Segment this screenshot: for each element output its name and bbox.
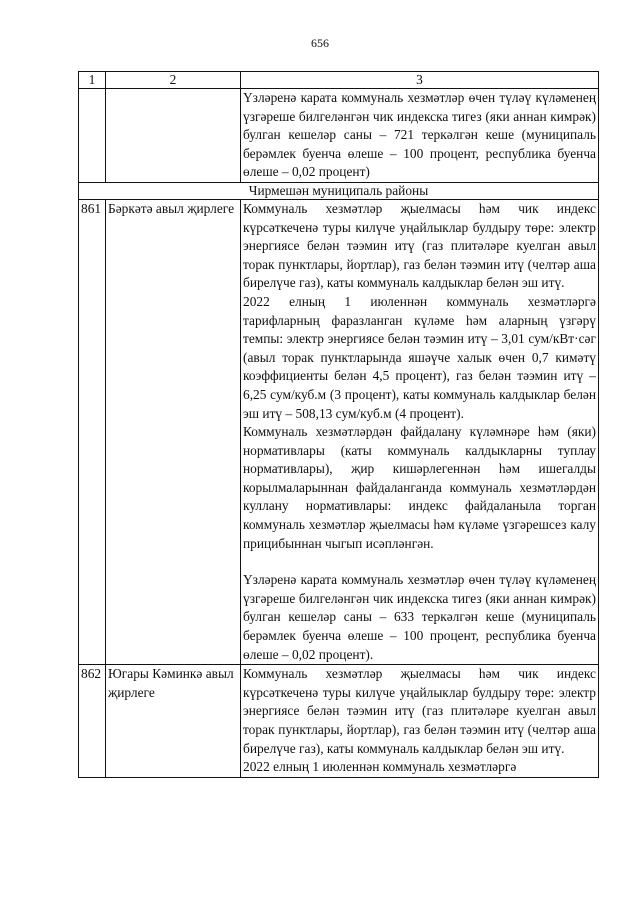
empty-cell <box>79 89 106 183</box>
spacer <box>243 553 596 571</box>
header-col-3: 3 <box>241 72 599 89</box>
table-header-row <box>79 72 599 89</box>
table-row-862 <box>79 665 599 778</box>
paragraph: Үзләренә карата коммуналь хезмәтләр өчен түләү күләменең үзгәреше билгеләнгән чик индекска тигез (яки аннан кимрәк) булган кешеләр саны – 633 теркәлгән кеше (муниципаль берәмлек буенча өлеше – 100 процент, республика буенча өлеше – 0,02 процент). <box>243 572 596 662</box>
row-number: 862 <box>79 665 106 778</box>
row-number: 861 <box>79 199 106 664</box>
row-description <box>241 199 599 664</box>
paragraph: Коммуналь хезмәтләр җыелмасы һәм чик индекс күрсәткеченә туры килүче уңайлыклар булдыру төре: электр энергиясе белән тәэмин итү (газ плитәләре куелган авыл торак пунктлары, йортлар), газ белән тәэмин итү (челтәр аша бирелүче газ), каты коммуналь калдыклар белән эш итү. <box>243 200 596 291</box>
table-row-continued <box>79 89 599 183</box>
document-table <box>78 71 599 778</box>
page-number: 656 <box>311 36 329 50</box>
continued-text: Үзләренә карата коммуналь хезмәтләр өчен түләү күләменең үзгәреше билгеләнгән чик индекска тигез (яки аннан кимрәк) булган кешеләр саны – 721 теркәлгән кеше (муниципаль берәмлек буенча өлеше – 100 процент, республика буенча өлеше – 0,02 процент) <box>241 89 599 183</box>
section-title: Чирмешән муниципаль районы <box>79 182 599 199</box>
table-row-861 <box>79 199 599 664</box>
settlement-name: Югары Кәминкә авыл җирлеге <box>106 665 241 778</box>
paragraph: 2022 елның 1 июленнән коммуналь хезмәтләргә тарифларның фаразланган күләме һәм аларның үзгәрү темпы: электр энергиясе белән тәэмин итү – 3,01 сум/кВт·сәг (авыл торак пунктларында яшәүче халык өчен 0,7 кимәтү коэффициенты белән 4,5 процент), газ белән тәэмин итү – 6,25 сум/куб.м (3 процент), каты коммуналь калдыклар белән эш итү – 508,13 сум/куб.м (4 процент). <box>243 293 596 421</box>
section-row <box>79 182 599 199</box>
row-description <box>241 665 599 778</box>
paragraph: Коммуналь хезмәтләрдән файдалану күләмнәре һәм (яки) нормативлары (каты коммуналь калдыкларны туплау нормативлары), җир кишәрлегеннән һәм ишегалды корылмаларыннан файдаланганда коммуналь хезмәтләрдән куллану нормативлары: индекс файдаланыла торган коммуналь хезмәтләр җыелмасы һәм күләме үзгәрешсез калу прицибыннан чыгып исәпләнгән. <box>243 424 596 551</box>
paragraph: Коммуналь хезмәтләр җыелмасы һәм чик индекс күрсәткеченә туры килүче уңайлыклар булдыру төре: электр энергиясе белән тәэмин итү (газ плитәләре куелган авыл торак пунктлары, йортлар), газ белән тәэмин итү (челтәр аша бирелүче газ), каты коммуналь калдыклар белән эш итү. <box>243 666 596 756</box>
settlement-name: Бәркәтә авыл җирлеге <box>106 199 241 664</box>
empty-cell <box>106 89 241 183</box>
header-col-2: 2 <box>106 72 241 89</box>
header-col-1: 1 <box>79 72 106 89</box>
paragraph: 2022 елның 1 июленнән коммуналь хезмәтләргә <box>243 759 517 775</box>
